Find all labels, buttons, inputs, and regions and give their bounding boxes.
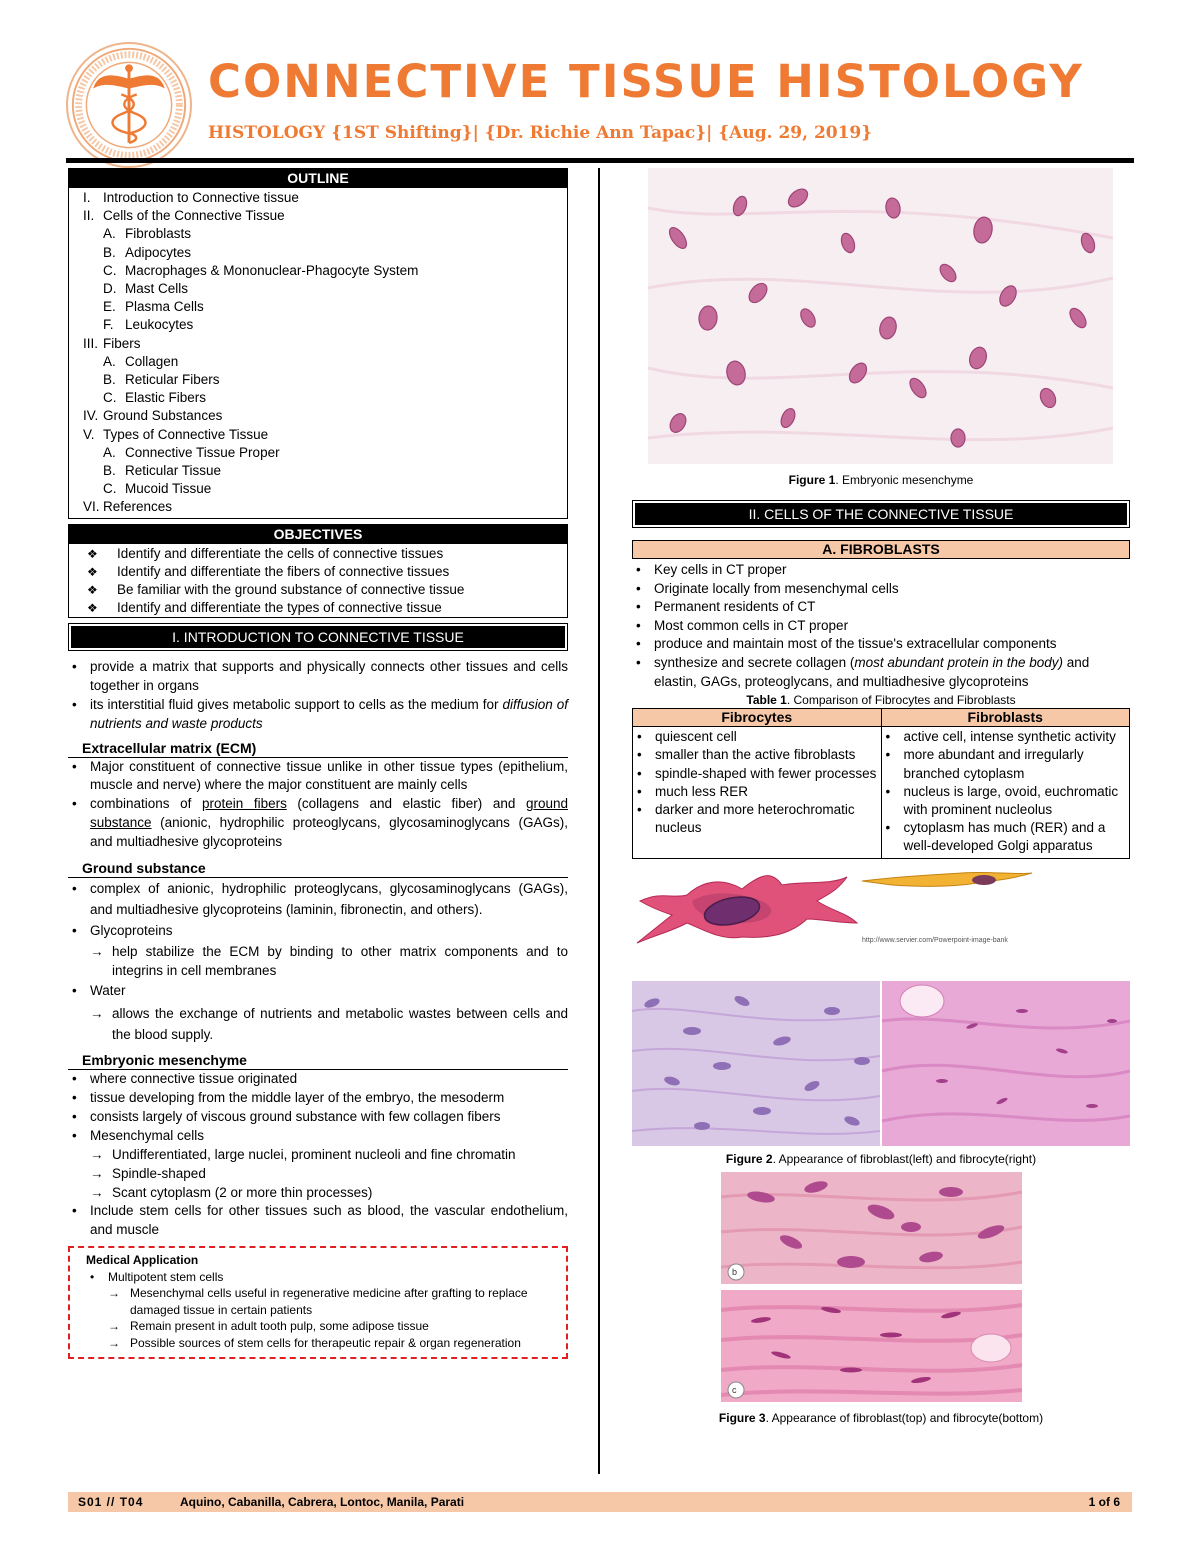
- outline-label: Fibers: [103, 335, 141, 351]
- outline-item: [83, 316, 567, 334]
- gs-bullet: • Water: [68, 982, 568, 1001]
- text-italic: diffusion of nutrients and waste products: [90, 697, 568, 731]
- outline-item: [83, 225, 567, 243]
- outline-item: [83, 444, 567, 462]
- outline-item: [83, 371, 567, 389]
- outline-number: B.: [103, 372, 116, 388]
- outline-label: Reticular Tissue: [125, 463, 222, 479]
- diamond-bullet-icon: ❖: [87, 583, 98, 598]
- outline-number: V.: [83, 426, 95, 442]
- page-number: 1 of 6: [1088, 1495, 1120, 1509]
- diamond-bullet-icon: ❖: [87, 564, 98, 579]
- outline-label: Introduction to Connective tissue: [103, 190, 299, 205]
- illustration-credit: http://www.servier.com/Powerpoint-image-bank: [862, 936, 1008, 944]
- objectives-heading: OBJECTIVES: [69, 525, 567, 544]
- table-bullet: • nucleus is large, ovoid, euchromatic with prominent nucleolus: [882, 783, 1126, 819]
- outline-list: [69, 188, 567, 518]
- outline-number: IV.: [83, 408, 99, 424]
- outline-number: F.: [103, 317, 114, 333]
- figure-2-caption: [632, 1151, 1130, 1167]
- table-bullet: • more abundant and irregularly branched cytoplasm: [882, 746, 1126, 782]
- intro-section-title: I. INTRODUCTION TO CONNECTIVE TISSUE: [71, 626, 565, 648]
- outline-label: Cells of the Connective Tissue: [103, 208, 285, 224]
- outline-label: Collagen: [125, 353, 179, 369]
- outline-item: [83, 426, 567, 444]
- objective-item: [87, 599, 567, 617]
- fibroblasts-cell: [881, 727, 1130, 858]
- panel-label-b: b: [732, 1266, 738, 1277]
- table-caption-text: . Comparison of Fibrocytes and Fibroblasts: [786, 693, 1016, 708]
- fibroblast-micrograph-top: [721, 1172, 1022, 1284]
- text-italic: most abundant protein in the body): [854, 654, 1064, 670]
- document-title: CONNECTIVE TISSUE HISTOLOGY: [208, 55, 1084, 108]
- authors: Aquino, Cabanilla, Cabrera, Lontoc, Manila, Parati: [180, 1495, 465, 1509]
- cells-section-title: II. CELLS OF THE CONNECTIVE TISSUE: [635, 503, 1127, 525]
- fibroblast-bullets: [632, 561, 1130, 654]
- outline-item: [83, 462, 567, 480]
- objective-text: Be familiar with the ground substance of connective tissue: [117, 582, 465, 598]
- objective-text: Identify and differentiate the types of connective tissue: [117, 600, 442, 616]
- outline-item: [83, 207, 567, 225]
- outline-item: [83, 480, 567, 498]
- objectives-list: [69, 544, 567, 618]
- intro-content: [68, 658, 568, 1240]
- outline-label: Reticular Fibers: [125, 372, 220, 388]
- outline-heading: OUTLINE: [69, 169, 567, 188]
- outline-label: Mucoid Tissue: [125, 481, 212, 497]
- fibroblast-bullet: • produce and maintain most of the tissue's extracellular components: [632, 635, 1130, 654]
- em-bullet: • consists largely of viscous ground substance with few collagen fibers: [68, 1108, 568, 1127]
- medapp-arrow: → Remain present in adult tooth pulp, some adipose tissue: [86, 1318, 556, 1335]
- table-header-fibrocytes: Fibrocytes: [633, 709, 882, 727]
- outline-number: C.: [103, 390, 117, 406]
- text: synthesize and secrete collagen (: [654, 654, 855, 670]
- text: (collagens and elastic fiber) and: [286, 796, 526, 812]
- medapp-bullet: • Multipotent stem cells: [86, 1269, 556, 1286]
- intro-bullet: • provide a matrix that supports and physically connects other tissues and cells together in organs: [68, 658, 568, 696]
- outline-box: [68, 168, 568, 519]
- embryonic-mesenchyme-micrograph: [648, 168, 1113, 464]
- outline-number: II.: [83, 208, 95, 224]
- outline-item: [83, 335, 567, 353]
- outline-label: Types of Connective Tissue: [103, 426, 269, 442]
- ecm-bullet: • Major constituent of connective tissue unlike in other tissue types (epithelium, muscle and nerve) where the major constituent are mainly cells: [68, 758, 568, 796]
- objective-item: [87, 581, 567, 599]
- column-divider: [598, 168, 600, 1474]
- text-underlined: protein fibers: [201, 796, 287, 812]
- page-footer: [68, 1492, 1132, 1512]
- outline-item: [83, 262, 567, 280]
- medapp-arrow: → Possible sources of stem cells for therapeutic repair & organ regeneration: [86, 1335, 556, 1352]
- outline-label: Connective Tissue Proper: [125, 444, 280, 460]
- em-arrow: → Undifferentiated, large nuclei, prominent nucleoli and fine chromatin: [68, 1145, 568, 1164]
- ecm-subheading: Extracellular matrix (ECM): [68, 739, 568, 758]
- outline-number: D.: [103, 281, 117, 297]
- outline-item: [83, 244, 567, 262]
- gs-bullet: • complex of anionic, hydrophilic proteoglycans, glycosaminoglycans (GAGs), and multiadhesive glycoproteins (laminin, fibronectin, and others).: [68, 878, 568, 920]
- outline-item: [83, 498, 567, 516]
- table-bullet: • cytoplasm has much (RER) and a well-developed Golgi apparatus: [882, 819, 1126, 855]
- caduceus-logo: [66, 42, 192, 168]
- objective-text: Identify and differentiate the fibers of connective tissues: [117, 563, 450, 579]
- outline-label: Plasma Cells: [125, 299, 204, 315]
- outline-number: C.: [103, 481, 117, 497]
- outline-item: [83, 280, 567, 298]
- table-bullet: • smaller than the active fibroblasts: [633, 746, 877, 764]
- table-header-fibroblasts: Fibroblasts: [881, 709, 1130, 727]
- text-underlined: ground substance: [90, 796, 568, 831]
- outline-number: A.: [103, 353, 116, 369]
- fibroblasts-subheading: A. FIBROBLASTS: [632, 540, 1130, 559]
- outline-item: [83, 353, 567, 371]
- objective-item: [87, 545, 567, 563]
- table-label: Table 1: [746, 693, 787, 708]
- fibroblast-illustration: [632, 871, 1130, 953]
- figure-1-caption: [632, 472, 1130, 488]
- fibroblast-fibrocyte-micrograph: [632, 981, 1130, 1146]
- panel-label-c: c: [732, 1384, 737, 1395]
- em-arrow: → Spindle-shaped: [68, 1164, 568, 1183]
- outline-number: I.: [83, 190, 91, 205]
- em-bullet: • tissue developing from the middle layer of the embryo, the mesoderm: [68, 1089, 568, 1108]
- table-bullet: • darker and more heterochromatic nucleus: [633, 801, 877, 837]
- outline-label: Adipocytes: [125, 244, 192, 260]
- fibrocytes-cell: [633, 727, 882, 858]
- header-divider: [66, 158, 1134, 163]
- medapp-arrow: → Mesenchymal cells useful in regenerative medicine after grafting to replace damaged tissue in certain patients: [86, 1285, 556, 1318]
- table-bullet: • much less RER: [633, 783, 877, 801]
- outline-label: Ground Substances: [103, 408, 223, 424]
- fig-text: . Appearance of fibroblast(left) and fibrocyte(right): [772, 1151, 1037, 1166]
- fig-label: Figure 2: [725, 1151, 773, 1166]
- fig-label: Figure 3: [718, 1410, 766, 1425]
- outline-item: [83, 298, 567, 316]
- section-code: S01 // T04: [78, 1495, 144, 1509]
- em-arrow: → Scant cytoplasm (2 or more thin processes): [68, 1183, 568, 1202]
- outline-label: Elastic Fibers: [125, 390, 207, 406]
- outline-number: E.: [103, 299, 116, 315]
- objectives-box: [68, 524, 568, 619]
- gs-arrow: → help stabilize the ECM by binding to other matrix components and to integrins in cell membranes: [68, 942, 568, 980]
- ecm-bullet: [68, 795, 568, 851]
- outline-number: B.: [103, 244, 116, 260]
- comparison-table: [632, 708, 1130, 858]
- fibroblast-bullet: • Originate locally from mesenchymal cells: [632, 580, 1130, 599]
- text: its interstitial fluid gives metabolic support to cells as the medium for: [90, 697, 503, 713]
- intro-bullet: [68, 696, 568, 734]
- fig-label: Figure 1: [788, 473, 836, 487]
- outline-number: A.: [103, 444, 116, 460]
- outline-label: Fibroblasts: [125, 226, 192, 242]
- outline-item: [83, 189, 567, 207]
- fibrocyte-micrograph-bottom: [721, 1290, 1022, 1402]
- outline-label: Macrophages & Mononuclear-Phagocyte System: [125, 262, 419, 278]
- em-bullet: • where connective tissue originated: [68, 1070, 568, 1089]
- table-bullet: • quiescent cell: [633, 728, 877, 746]
- table-bullet: • active cell, intense synthetic activity: [882, 728, 1126, 746]
- outline-label: Leukocytes: [125, 317, 194, 333]
- embryonic-mesenchyme-subheading: Embryonic mesenchyme: [68, 1051, 568, 1070]
- medical-application-title: Medical Application: [86, 1253, 199, 1268]
- gs-bullet: • Glycoproteins: [68, 922, 568, 941]
- document-subtitle: HISTOLOGY {1ST Shifting}| {Dr. Richie Ann Tapac}| {Aug. 29, 2019}: [208, 123, 873, 143]
- intro-section-header: [68, 623, 568, 651]
- figure-3-caption: [632, 1410, 1130, 1426]
- diamond-bullet-icon: ❖: [87, 546, 98, 561]
- outline-number: C.: [103, 262, 117, 278]
- ground-substance-subheading: Ground substance: [68, 859, 568, 878]
- outline-number: A.: [103, 226, 116, 242]
- outline-number: VI.: [83, 499, 100, 515]
- objective-text: Identify and differentiate the cells of connective tissues: [117, 545, 444, 561]
- text: combinations of: [90, 796, 202, 812]
- fibroblast-bullet: • Key cells in CT proper: [632, 561, 1130, 580]
- right-column: [632, 168, 1130, 1426]
- outline-number: B.: [103, 463, 116, 479]
- diamond-bullet-icon: ❖: [87, 601, 98, 616]
- outline-label: Mast Cells: [125, 281, 189, 297]
- table-1-caption: [632, 692, 1130, 708]
- cells-section-header: [632, 500, 1130, 528]
- table-bullet: • spindle-shaped with fewer processes: [633, 765, 877, 783]
- medical-application-box: [68, 1246, 568, 1359]
- outline-item: [83, 389, 567, 407]
- outline-label: References: [103, 499, 173, 515]
- fibroblast-bullet: • Permanent residents of CT: [632, 598, 1130, 617]
- objective-item: [87, 563, 567, 581]
- em-bullet: • Mesenchymal cells: [68, 1127, 568, 1146]
- outline-number: III.: [83, 335, 99, 351]
- em-bullet: • Include stem cells for other tissues such as blood, the vascular endothelium, and muscle: [68, 1202, 568, 1240]
- fibroblast-bullet: [632, 654, 1130, 691]
- text: (anionic, hydrophilic proteoglycans, glycosaminoglycans (GAGs), and multiadhesive glycoproteins: [90, 815, 568, 849]
- fibroblast-bullet: • Most common cells in CT proper: [632, 617, 1130, 636]
- outline-item: [83, 407, 567, 425]
- text: and elastin, GAGs, proteoglycans, and multiadhesive glycoproteins: [654, 654, 1090, 689]
- fig-text: . Embryonic mesenchyme: [835, 473, 974, 487]
- left-column: [68, 168, 568, 1359]
- gs-arrow: → allows the exchange of nutrients and metabolic wastes between cells and the blood supply.: [68, 1003, 568, 1045]
- fig-text: . Appearance of fibroblast(top) and fibrocyte(bottom): [765, 1410, 1044, 1425]
